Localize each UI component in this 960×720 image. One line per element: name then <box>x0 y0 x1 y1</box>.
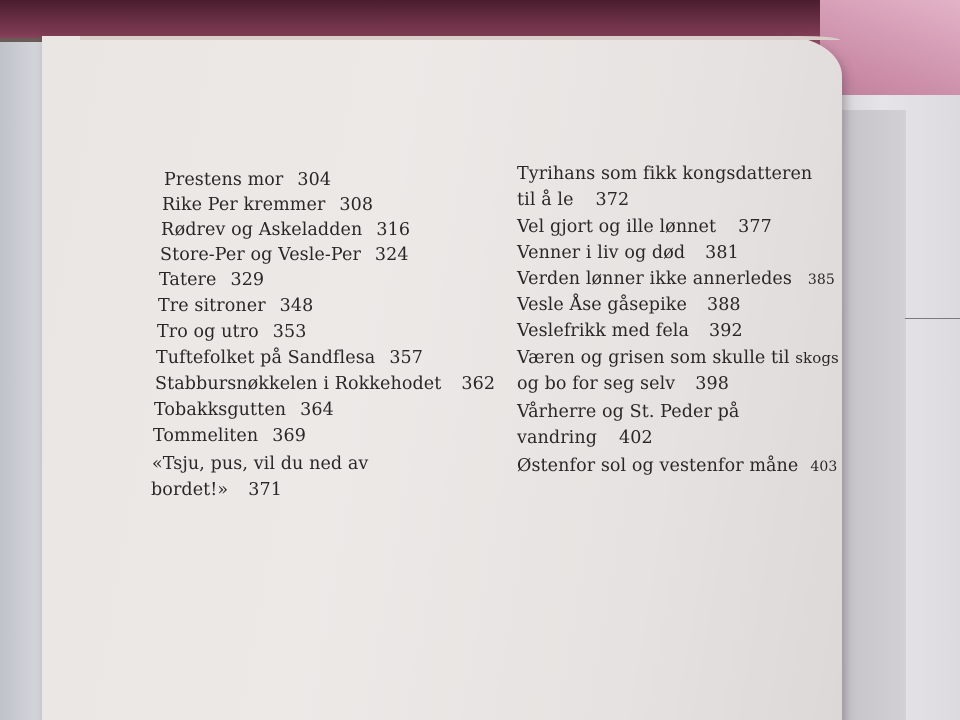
toc-page-number: 357 <box>389 348 424 368</box>
toc-entry <box>154 400 334 420</box>
toc-title: Vesle Åse gåsepike <box>517 295 687 315</box>
toc-title-continuation: bordet!» <box>151 480 229 500</box>
toc-title: Vårherre og St. Peder på <box>517 402 740 422</box>
toc-title: Tre sitroner <box>158 296 266 316</box>
page-top-edge <box>80 36 840 40</box>
toc-title: Verden lønner ikke annerledes <box>517 269 792 289</box>
toc-title: Stabbursnøkkelen i Rokkehodet <box>155 374 442 394</box>
toc-entry <box>156 348 423 368</box>
toc-title: Venner i liv og død <box>517 243 686 263</box>
toc-title-continuation: til å le <box>517 190 574 210</box>
toc-entry <box>517 269 835 289</box>
toc-page-number: 369 <box>272 426 306 446</box>
toc-entry <box>157 322 306 342</box>
toc-entry-continuation <box>151 480 282 500</box>
toc-title-continuation: vandring <box>517 428 598 448</box>
toc-title-tail: skogs <box>795 349 839 367</box>
toc-page-number: 324 <box>374 245 409 265</box>
toc-entry <box>164 170 331 190</box>
toc-entry <box>159 270 264 290</box>
toc-entry <box>158 296 313 316</box>
toc-page-number: 377 <box>738 217 772 237</box>
toc-page-number: 403 <box>810 459 838 475</box>
toc-title: Rødrev og Askeladden <box>161 220 363 240</box>
toc-entry <box>517 348 839 368</box>
toc-page-number: 371 <box>248 480 282 500</box>
toc-page-number: 362 <box>461 374 496 394</box>
toc-entry <box>517 402 739 422</box>
toc-entry <box>517 456 837 476</box>
underlying-page-shadow <box>838 110 906 720</box>
toc-page-number: 304 <box>297 170 332 190</box>
toc-page-number: 364 <box>300 400 334 420</box>
toc-title: Vel gjort og ille lønnet <box>517 217 717 237</box>
toc-entry <box>517 295 741 315</box>
toc-title: Prestens mor <box>164 170 284 190</box>
toc-entry <box>160 245 409 265</box>
toc-page-number: 316 <box>376 220 411 240</box>
toc-title: Østenfor sol og vestenfor måne <box>517 456 799 476</box>
toc-title: Veslefrikk med fela <box>517 321 690 341</box>
toc-entry <box>517 164 812 184</box>
toc-title-continuation: og bo for seg selv <box>517 374 676 394</box>
toc-title: Tro og utro <box>157 322 259 342</box>
toc-title: «Tsju, pus, vil du ned av <box>152 454 369 474</box>
toc-title: Store-Per og Vesle-Per <box>160 245 361 265</box>
toc-entry <box>153 426 306 446</box>
underlying-page-rule <box>905 318 960 319</box>
toc-entry-continuation <box>517 428 653 448</box>
toc-page-number: 398 <box>695 374 729 394</box>
toc-page-number: 392 <box>709 321 743 341</box>
toc-title: Tommeliten <box>153 426 259 446</box>
toc-page-number: 348 <box>279 296 314 316</box>
toc-title: Tobakksgutten <box>154 400 287 420</box>
toc-entry <box>517 321 743 341</box>
toc-title: Rike Per kremmer <box>162 195 326 215</box>
toc-title: Tatere <box>159 270 217 290</box>
toc-entry <box>162 195 373 215</box>
toc-page-number: 381 <box>705 243 739 263</box>
toc-title: Væren og grisen som skulle til <box>517 348 790 368</box>
toc-page-number: 402 <box>619 428 653 448</box>
toc-page-number: 372 <box>595 190 630 210</box>
toc-entry <box>517 243 739 263</box>
toc-page-number: 353 <box>272 322 307 342</box>
toc-entry <box>517 217 772 237</box>
toc-page-number: 385 <box>807 272 835 288</box>
toc-entry <box>155 374 495 394</box>
toc-entry-continuation <box>517 190 629 210</box>
toc-entry <box>161 220 410 240</box>
toc-title: Tyrihans som fikk kongsdatteren <box>517 164 813 184</box>
toc-title: Tuftefolket på Sandflesa <box>156 348 376 368</box>
toc-entry-continuation <box>517 374 729 394</box>
toc-page-number: 308 <box>339 195 374 215</box>
toc-page-number: 388 <box>706 295 741 315</box>
toc-entry <box>152 454 368 474</box>
toc-page-number: 329 <box>230 270 265 290</box>
